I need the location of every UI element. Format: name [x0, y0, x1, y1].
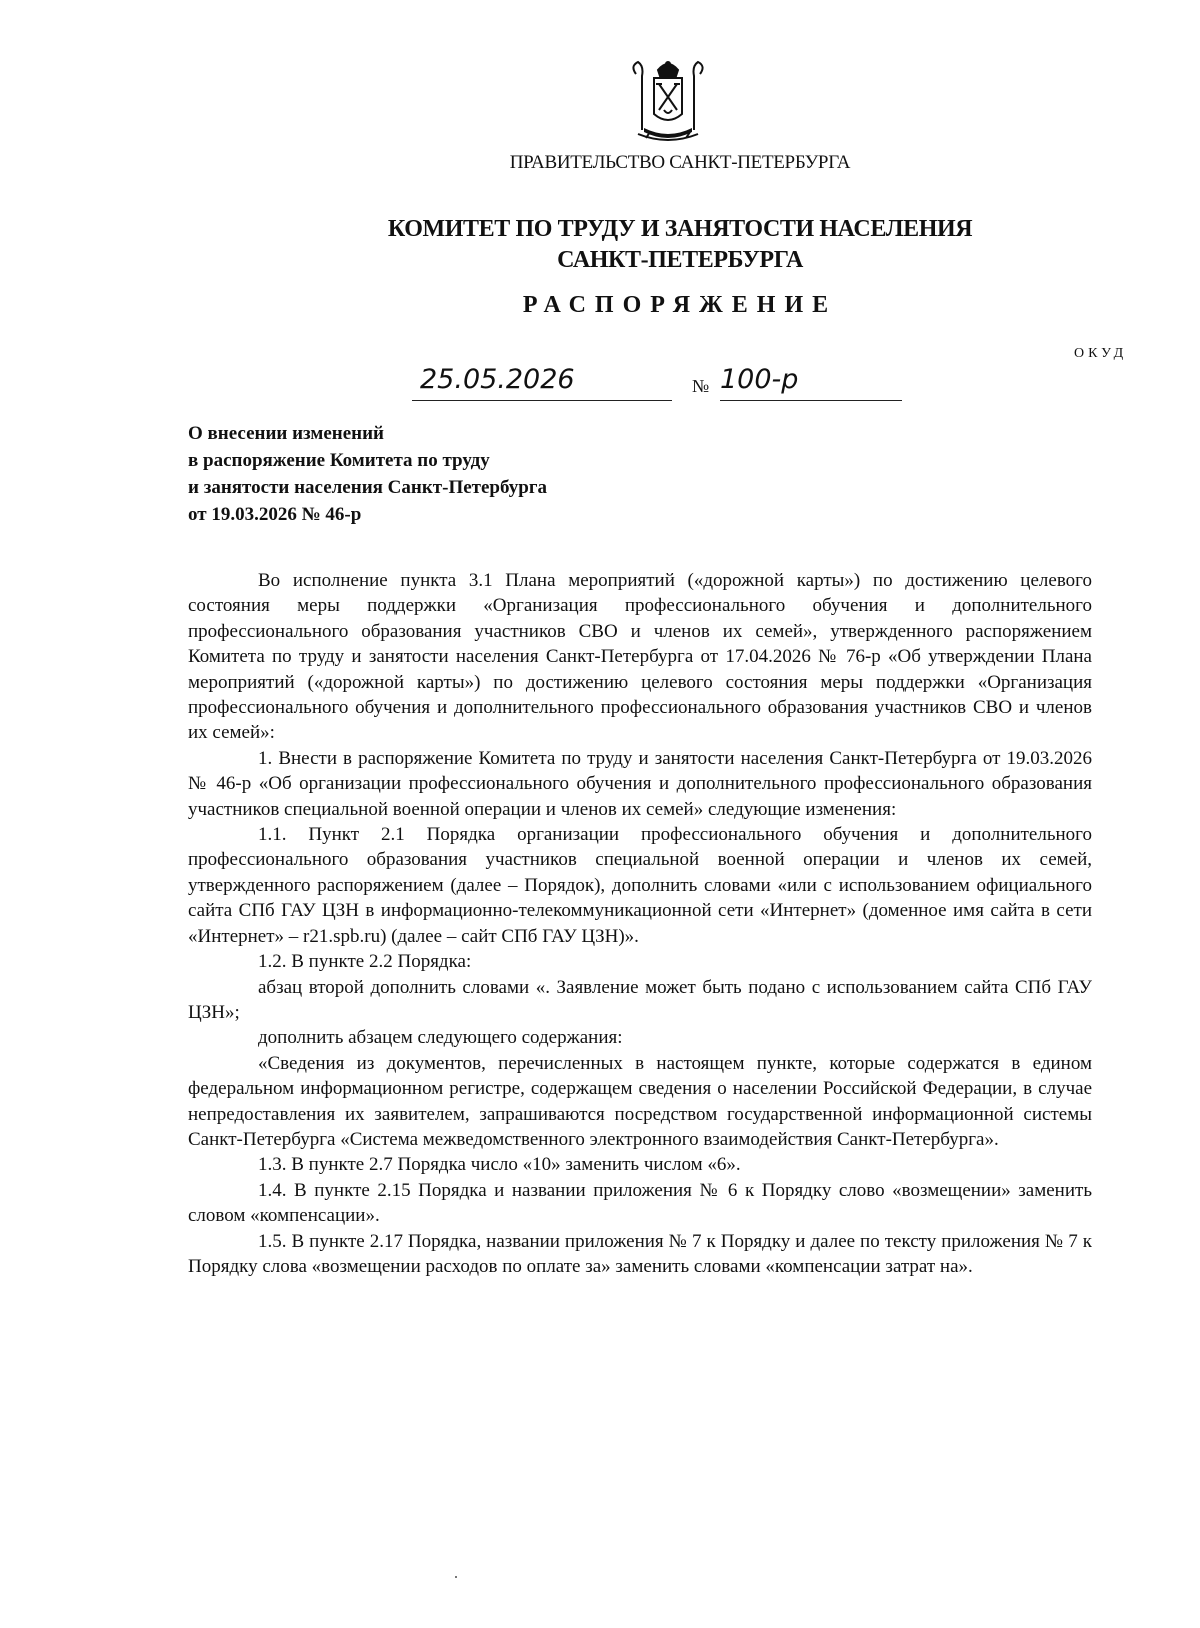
number-sign: № [692, 376, 710, 396]
committee-line-2: САНКТ-ПЕТЕРБУРГА [557, 247, 803, 273]
coat-of-arms-icon [628, 56, 708, 146]
subject-line-3: и занятости населения Санкт-Петербурга [188, 477, 547, 498]
paragraph-preamble: Во исполнение пункта 3.1 Плана мероприятий («дорожной карты») по достижению целевого состояния меры поддержки «Организация профессионального обучения и дополнительного профессионального образования участников СВО и членов их семей», утвержденного распоряжением Комитета по труду и занятости населения Санкт-Петербурга от 17.04.2026 № 76-р «Об утверждении Плана мероприятий («дорожной карты») по достижению целевого состояния меры поддержки «Организация профессионального обучения и дополнительного профессионального образования участников СВО и членов их семей»: [188, 570, 1092, 744]
committee-name [0, 214, 1200, 276]
order-date: 25.05.2026 [412, 364, 672, 401]
paragraph-item-1-3: 1.3. В пункте 2.7 Порядка число «10» заменить числом «6». [258, 1154, 741, 1176]
order-number: 100-р [720, 364, 902, 401]
paragraph-item-1: 1. Внести в распоряжение Комитета по труду и занятости населения Санкт-Петербурга от 19.03.2026 № 46-р «Об организации профессионального обучения и дополнительного профессионального образования участников специальной военной операции и членов их семей» следующие изменения: [188, 747, 1092, 820]
government-header: ПРАВИТЕЛЬСТВО САНКТ-ПЕТЕРБУРГА [509, 152, 851, 173]
subject-line-1: О внесении изменений [188, 423, 385, 444]
subject-line-2: в распоряжение Комитета по труду [188, 450, 490, 471]
scan-speck [455, 1576, 457, 1578]
document-body [188, 568, 1092, 1279]
subject-heading [188, 420, 547, 528]
paragraph-item-1-2-b: дополнить абзацем следующего содержания: [258, 1027, 623, 1049]
paragraph-item-1-4: 1.4. В пункте 2.15 Порядка и названии приложения № 6 к Порядку слово «возмещении» заменить словом «компенсации». [188, 1179, 1092, 1227]
document-type-title: РАСПОРЯЖЕНИЕ [522, 292, 838, 318]
committee-line-1: КОМИТЕТ ПО ТРУДУ И ЗАНЯТОСТИ НАСЕЛЕНИЯ [387, 216, 973, 242]
paragraph-item-1-5: 1.5. В пункте 2.17 Порядка, названии приложения № 7 к Порядку и далее по тексту приложения № 7 к Порядку слова «возмещении расходов по оплате за» заменить словами «компенсации затрат на». [188, 1230, 1092, 1277]
subject-line-4: от 19.03.2026 № 46-р [188, 504, 362, 525]
paragraph-item-1-1: 1.1. Пункт 2.1 Порядка организации профессионального обучения и дополнительного профессионального образования участников специальной военной операции и членов их семей, утвержденного распоряжением (далее – Порядок), дополнить словами «или с использованием официального сайта СПб ГАУ ЦЗН в информационно-телекоммуникационной сети «Интернет» (доменное имя сайта в сети «Интернет» – r21.spb.ru) (далее – сайт СПб ГАУ ЦЗН)». [188, 824, 1092, 947]
okud-label: ОКУД [1074, 346, 1128, 361]
paragraph-quoted-text: «Сведения из документов, перечисленных в настоящем пункте, которые содержатся в едином федеральном информационном регистре, содержащем сведения о населении Российской Федерации, в случае непредоставления их заявителем, запрашиваются посредством государственной информационной системы Санкт-Петербурга «Система межведомственного электронного взаимодействия Санкт-Петербурга». [188, 1052, 1092, 1150]
paragraph-item-1-2: 1.2. В пункте 2.2 Порядка: [258, 951, 472, 973]
paragraph-item-1-2-a: абзац второй дополнить словами «. Заявление может быть подано с использованием сайта СПб ГАУ ЦЗН»; [188, 976, 1092, 1023]
